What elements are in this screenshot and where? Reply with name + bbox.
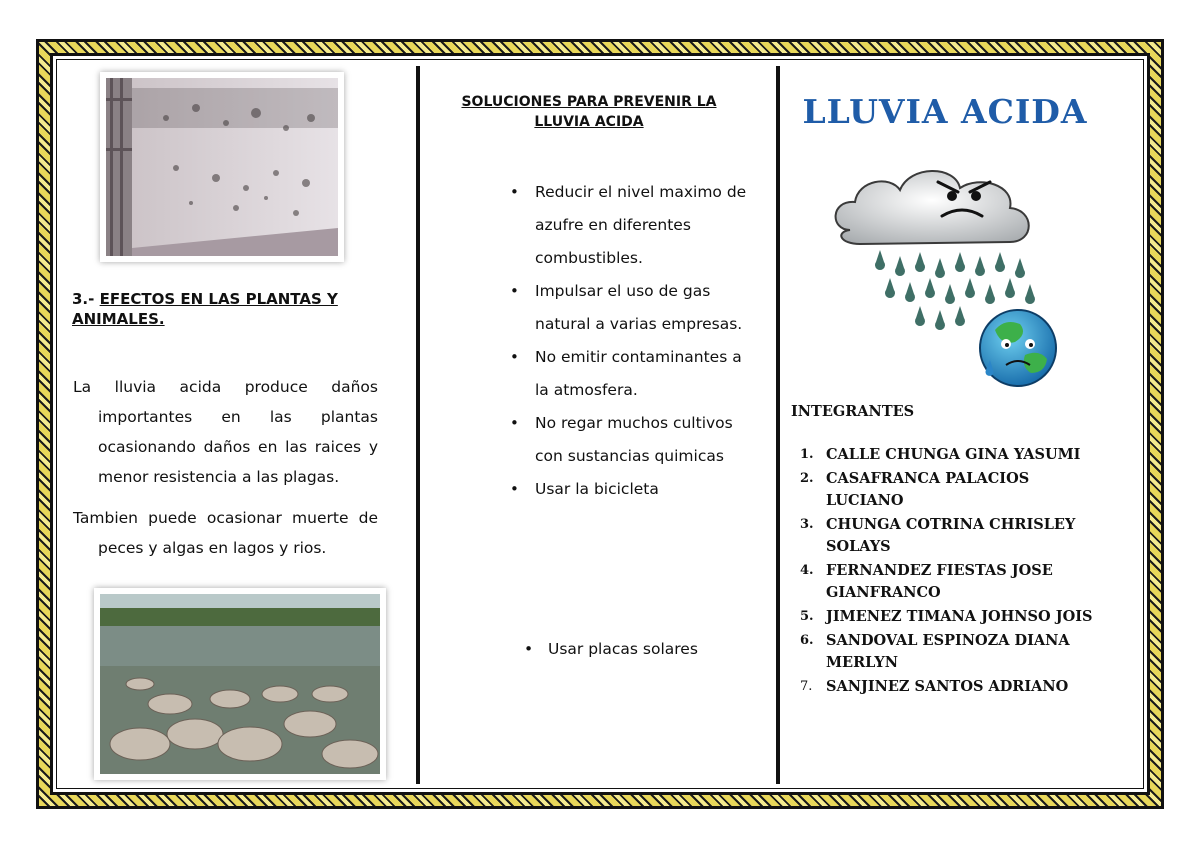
solutions-list xyxy=(510,176,750,506)
member-number: 1. xyxy=(800,447,814,462)
list-item xyxy=(800,514,1110,558)
dead-fish-photo xyxy=(94,588,386,780)
member-name: CALLE CHUNGA GINA YASUMI xyxy=(826,446,1081,463)
member-name: SANDOVAL ESPINOZA DIANA MERLYN xyxy=(826,632,1070,671)
list-item: • No regar muchos cultivos con sustancias quimicas xyxy=(510,407,750,473)
list-item-indented: • Usar placas solares xyxy=(524,633,698,666)
list-item xyxy=(800,606,1110,628)
member-number: 5. xyxy=(800,609,814,624)
list-item xyxy=(800,676,1110,698)
member-number: 4. xyxy=(800,563,814,578)
section-3-heading xyxy=(72,289,372,329)
list-item: • Impulsar el uso de gas natural a varias empresas. xyxy=(510,275,750,341)
list-item xyxy=(800,560,1110,604)
members-list xyxy=(800,444,1110,700)
list-item xyxy=(800,444,1110,466)
member-number: 6. xyxy=(800,633,814,648)
fish-death-paragraph: Tambien puede ocasionar muerte de peces y algas en lagos y rios. xyxy=(73,509,378,557)
member-name: CASAFRANCA PALACIOS LUCIANO xyxy=(826,470,1030,509)
member-name: CHUNGA COTRINA CHRISLEY SOLAYS xyxy=(826,516,1076,555)
member-name: JIMENEZ TIMANA JOHNSO JOIS xyxy=(826,608,1093,625)
list-item: • No emitir contaminantes a la atmosfera. xyxy=(510,341,750,407)
acid-rain-illustration xyxy=(830,160,1070,390)
members-heading: INTEGRANTES xyxy=(791,403,915,420)
list-item xyxy=(800,630,1110,674)
list-item: • Usar la bicicleta xyxy=(510,473,750,506)
wall-damage-photo xyxy=(100,72,344,262)
member-number: 3. xyxy=(800,517,814,532)
list-item: • Reducir el nivel maximo de azufre en diferentes combustibles. xyxy=(510,176,750,275)
member-number: 7. xyxy=(800,679,813,694)
column-divider-left xyxy=(416,66,420,784)
effects-paragraph: La lluvia acida produce daños importantes en las plantas ocasionando daños en las raices y menor resistencia a las plagas. xyxy=(73,378,378,486)
column-divider-right xyxy=(776,66,780,784)
brochure-title: LLUVIA ACIDA xyxy=(802,92,1088,131)
solutions-title: SOLUCIONES PARA PREVENIR LA LLUVIA ACIDA xyxy=(461,94,717,130)
member-number: 2. xyxy=(800,471,814,486)
member-name: FERNANDEZ FIESTAS JOSE GIANFRANCO xyxy=(826,562,1053,601)
section-title: EFECTOS EN LAS PLANTAS Y ANIMALES. xyxy=(72,290,338,328)
list-item xyxy=(800,468,1110,512)
member-name: SANJINEZ SANTOS ADRIANO xyxy=(826,678,1069,695)
section-number: 3.- xyxy=(72,290,95,308)
